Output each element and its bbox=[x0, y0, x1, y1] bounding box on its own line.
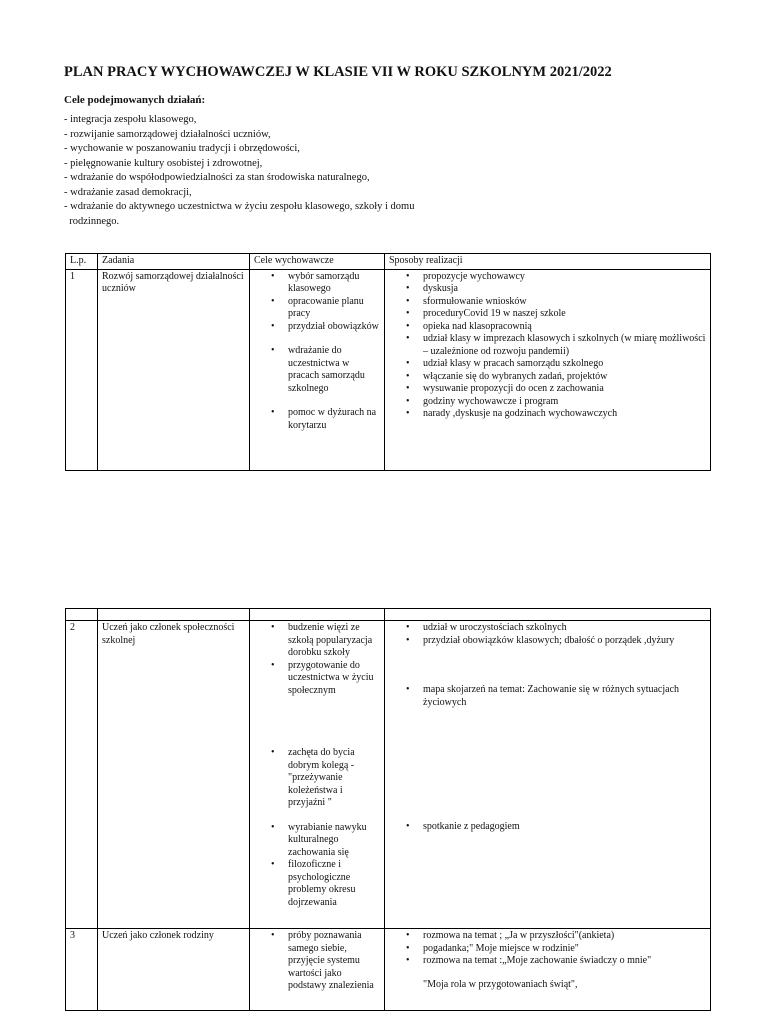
document-title: PLAN PRACY WYCHOWAWCZEJ W KLASIE VII W ROKU SZKOLNYM 2021/2022 bbox=[64, 64, 612, 80]
method-bullet: • pogadanka;" Moje miejsce w rodzinie" bbox=[423, 943, 706, 956]
table-row bbox=[66, 621, 711, 929]
row-goals bbox=[250, 621, 385, 929]
goal-bullet: • pomoc w dyżurach na korytarzu bbox=[288, 407, 380, 432]
plan-table-part-1 bbox=[65, 253, 711, 471]
goal-bullet: • przydział obowiązków bbox=[288, 321, 380, 334]
goal-bullet: • zachęta do bycia dobrym kolegą - "przeżywanie koleżeństwa i przyjaźni " bbox=[288, 747, 380, 810]
method-bullet: • mapa skojarzeń na temat: Zachowanie się w różnych sytuacjach życiowych bbox=[423, 684, 706, 709]
row-task: Rozwój samorządowej działalności uczniów bbox=[98, 269, 250, 470]
table-row bbox=[66, 269, 711, 470]
goal-bullet: • wdrażanie do uczestnictwa w pracach samorządu szkolnego bbox=[288, 345, 380, 395]
method-bullet: • propozycje wychowawcy bbox=[423, 271, 706, 284]
row-task: Uczeń jako członek społeczności szkolnej bbox=[98, 621, 250, 929]
header-tasks: Zadania bbox=[98, 254, 250, 270]
method-bullet: • rozmowa na temat :„Moje zachowanie świadczy o mnie" bbox=[423, 955, 706, 968]
method-bullet: • przydział obowiązków klasowych; dbałość o porządek ,dyżury bbox=[423, 635, 706, 648]
goals-list bbox=[64, 113, 414, 229]
goal-item: - wdrażanie do współodpowiedzialności za stan środowiska naturalnego, bbox=[64, 172, 370, 183]
row-goals bbox=[250, 269, 385, 470]
method-bullet: • udział klasy w imprezach klasowych i szkolnych (w miarę możliwości – uzależnione od rozwoju pandemii) bbox=[423, 333, 706, 358]
plan-table-part-2 bbox=[65, 608, 711, 1011]
method-bullet: • godziny wychowawcze i program bbox=[423, 396, 706, 409]
row-lp: 1 bbox=[66, 269, 98, 470]
goal-bullet: • wybór samorządu klasowego bbox=[288, 271, 380, 296]
row-lp: 2 bbox=[66, 621, 98, 929]
table-header-row-empty bbox=[66, 609, 711, 621]
goal-item: - wdrażanie zasad demokracji, bbox=[64, 186, 192, 198]
goal-bullet: • opracowanie planu pracy bbox=[288, 296, 380, 321]
goal-item: - wdrażanie do aktywnego uczestnictwa w życiu zespołu klasowego, szkoły i domu bbox=[64, 201, 415, 212]
goal-bullet: • budzenie więzi ze szkołą popularyzacja dorobku szkoły bbox=[288, 622, 380, 660]
row-methods bbox=[385, 621, 711, 929]
header-lp: L.p. bbox=[66, 254, 98, 270]
goal-bullet: • przygotowanie do uczestnictwa w życiu społecznym bbox=[288, 660, 380, 698]
goal-item: - rozwijanie samorządowej działalności uczniów, bbox=[64, 128, 271, 140]
goal-item: - integracja zespołu klasowego, bbox=[64, 114, 197, 125]
method-bullet: • narady ,dyskusje na godzinach wychowawczych bbox=[423, 408, 706, 421]
method-bullet: • wysuwanie propozycji do ocen z zachowania bbox=[423, 383, 706, 396]
goal-item: - pielęgnowanie kultury osobistej i zdrowotnej, bbox=[64, 157, 263, 169]
table-row bbox=[66, 929, 711, 1011]
row-methods bbox=[385, 269, 711, 470]
goal-item: rodzinnego. bbox=[64, 215, 120, 227]
goal-bullet: • próby poznawania samego siebie, przyjęcie systemu wartości jako podstawy znalezienia bbox=[288, 930, 380, 993]
method-bullet: • dyskusja bbox=[423, 283, 706, 296]
method-bullet: • udział klasy w pracach samorządu szkolnego bbox=[423, 358, 706, 371]
method-bullet: • sformułowanie wniosków bbox=[423, 296, 706, 309]
goal-bullet: • wyrabianie nawyku kulturalnego zachowania się bbox=[288, 822, 380, 860]
goal-bullet: • filozoficzne i psychologiczne problemy okresu dojrzewania bbox=[288, 859, 380, 909]
method-extra: "Moja rola w przygotowaniach świąt", bbox=[423, 978, 578, 990]
header-methods: Sposoby realizacji bbox=[385, 254, 711, 270]
method-bullet: • opieka nad klasopracownią bbox=[423, 321, 706, 334]
method-bullet: • rozmowa na temat ; „Ja w przyszłości"(ankieta) bbox=[423, 930, 706, 943]
table-header-row bbox=[66, 254, 711, 270]
method-bullet: • włączanie się do wybranych zadań, projektów bbox=[423, 371, 706, 384]
goal-item: - wychowanie w poszanowaniu tradycji i obrzędowości, bbox=[64, 143, 300, 154]
method-bullet: • udział w uroczystościach szkolnych bbox=[423, 622, 706, 635]
row-task: Uczeń jako członek rodziny bbox=[98, 929, 250, 1011]
row-goals bbox=[250, 929, 385, 1011]
row-lp: 3 bbox=[66, 929, 98, 1011]
header-goals: Cele wychowawcze bbox=[250, 254, 385, 270]
goals-heading: Cele podejmowanych działań: bbox=[64, 94, 206, 106]
row-methods bbox=[385, 929, 711, 1011]
method-bullet: • spotkanie z pedagogiem bbox=[423, 821, 706, 834]
method-bullet: • proceduryCovid 19 w naszej szkole bbox=[423, 308, 706, 321]
